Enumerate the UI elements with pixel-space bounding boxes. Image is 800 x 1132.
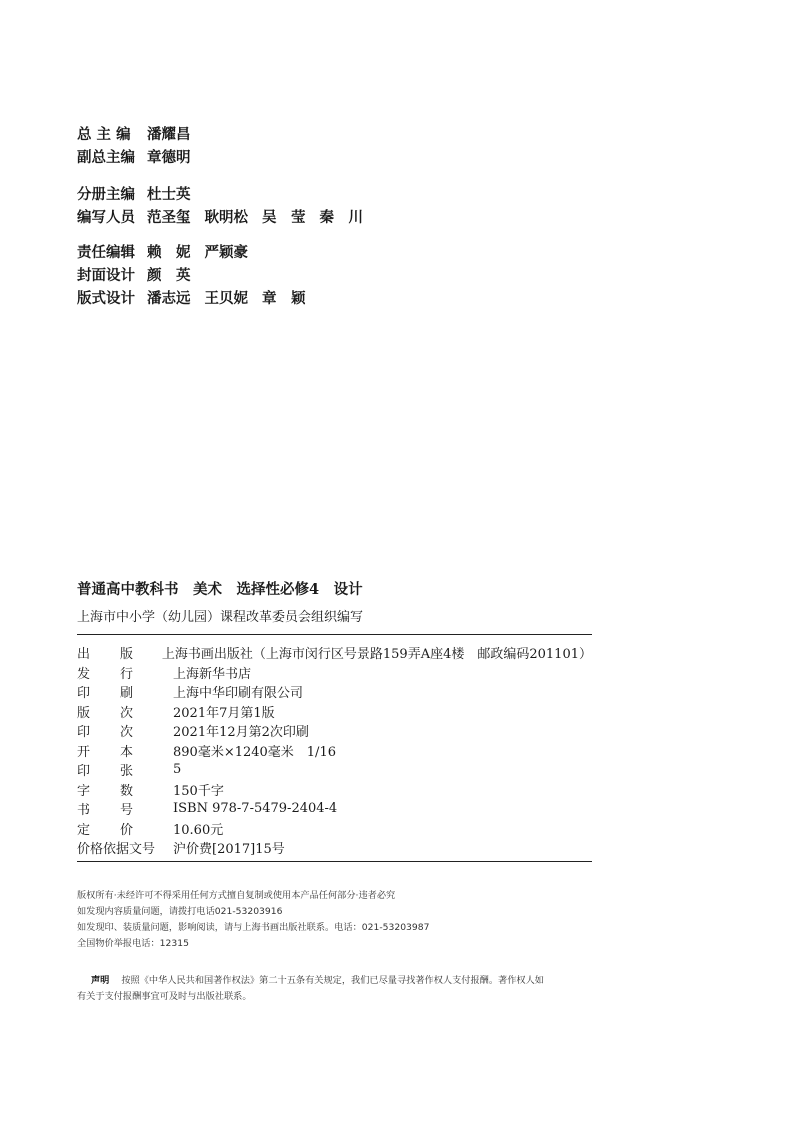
info-key: 次 (119, 725, 133, 741)
info-key: 数 (119, 783, 133, 799)
credit-role: 编写人员 (77, 209, 135, 226)
credit-name: 潘志远 (147, 290, 191, 307)
info-row (77, 663, 592, 683)
info-key: 印 (77, 686, 91, 702)
credit-name: 王贝妮 (204, 290, 248, 307)
info-key: 书 (77, 803, 91, 819)
note-line: 如发现印、装质量问题，影响阅读，请与上海书画出版社联系。电话：021-53203987 (77, 922, 430, 933)
declaration-text: 按照《中华人民共和国著作权法》第二十五条有关规定，我们已尽量寻找著作权人支付报酬。著作权人如有关于支付报酬事宜可及时与出版社联系。 (77, 975, 544, 1002)
info-value: 2021年7月第1版 (173, 705, 275, 721)
info-key: 本 (119, 744, 133, 760)
note-line: 全国物价举报电话：12315 (77, 938, 189, 949)
credit-name: 赖 妮 (147, 244, 191, 261)
info-row (77, 682, 592, 702)
info-value: 沪价费[2017]15号 (173, 842, 285, 858)
credit-name: 杜士英 (147, 186, 191, 203)
info-value: 10.60元 (173, 822, 224, 838)
credit-row (77, 286, 377, 309)
credit-role: 版式设计 (77, 290, 135, 307)
copyright-notes (77, 888, 429, 952)
credit-row (77, 122, 377, 145)
info-row (77, 819, 592, 839)
info-row (77, 838, 592, 858)
credit-name: 吴 莹 (262, 209, 306, 226)
info-row (77, 760, 592, 780)
credit-role: 总 主 编 (77, 126, 131, 143)
credit-name: 章德明 (147, 149, 191, 166)
info-key: 定 (77, 822, 91, 838)
info-key: 开 (77, 744, 91, 760)
info-row (77, 780, 592, 800)
info-key: 发 (77, 666, 91, 682)
credit-role: 副总主编 (77, 149, 135, 166)
credit-row (77, 182, 377, 205)
credit-row (77, 240, 377, 263)
info-row (77, 741, 592, 761)
info-value: 890毫米×1240毫米 1/16 (173, 744, 336, 760)
info-key: 字 (77, 783, 91, 799)
book-title: 普通高中教科书 美术 选择性必修4 设计 (77, 581, 363, 598)
info-value: 150千字 (173, 783, 224, 799)
declaration-label: 声明 (91, 975, 110, 986)
note-line: 版权所有·未经许可不得采用任何方式擅自复制或使用本产品任何部分·违者必究 (77, 890, 396, 901)
info-key: 价格依据文号 (77, 842, 156, 858)
credits-block (77, 122, 377, 309)
info-value: 5 (173, 762, 182, 778)
credit-name: 颜 英 (147, 267, 191, 284)
credit-row (77, 145, 377, 168)
info-row (77, 643, 592, 663)
info-value: 上海中华印刷有限公司 (173, 686, 304, 702)
info-key: 印 (77, 725, 91, 741)
credit-name: 章 颖 (262, 290, 306, 307)
credit-name: 耿明松 (204, 209, 248, 226)
bottom-divider (77, 861, 592, 862)
publication-info (77, 643, 592, 858)
note-line: 如发现内容质量问题，请拨打电话021-53203916 (77, 906, 283, 917)
info-row (77, 702, 592, 722)
info-value: 上海书画出版社（上海市闵行区号景路159弄A座4楼 邮政编码201101） (161, 647, 592, 663)
credit-name: 范圣玺 (147, 209, 191, 226)
credit-name: 潘耀昌 (147, 126, 191, 143)
info-row (77, 799, 592, 819)
info-key: 次 (119, 705, 133, 721)
info-value: 上海新华书店 (173, 666, 252, 682)
credit-role: 分册主编 (77, 186, 135, 203)
credit-row (77, 263, 377, 286)
info-key: 版 (77, 705, 91, 721)
top-divider (77, 634, 592, 635)
info-row (77, 721, 592, 741)
credit-name: 秦 川 (319, 209, 363, 226)
info-key: 印 (77, 764, 91, 780)
declaration (77, 973, 547, 1005)
credit-role: 责任编辑 (77, 244, 135, 261)
info-value: ISBN 978-7-5479-2404-4 (173, 801, 338, 817)
info-value: 2021年12月第2次印刷 (173, 725, 309, 741)
credit-role: 封面设计 (77, 267, 135, 284)
info-key: 张 (119, 764, 133, 780)
info-key: 行 (119, 666, 133, 682)
info-key: 号 (119, 803, 133, 819)
credit-row (77, 205, 377, 228)
credit-name: 严颖豪 (204, 244, 248, 261)
info-key: 版 (119, 647, 133, 663)
book-organizer: 上海市中小学（幼儿园）课程改革委员会组织编写 (77, 610, 364, 625)
info-key: 出 (77, 647, 91, 663)
info-key: 价 (119, 822, 133, 838)
info-key: 刷 (119, 686, 133, 702)
